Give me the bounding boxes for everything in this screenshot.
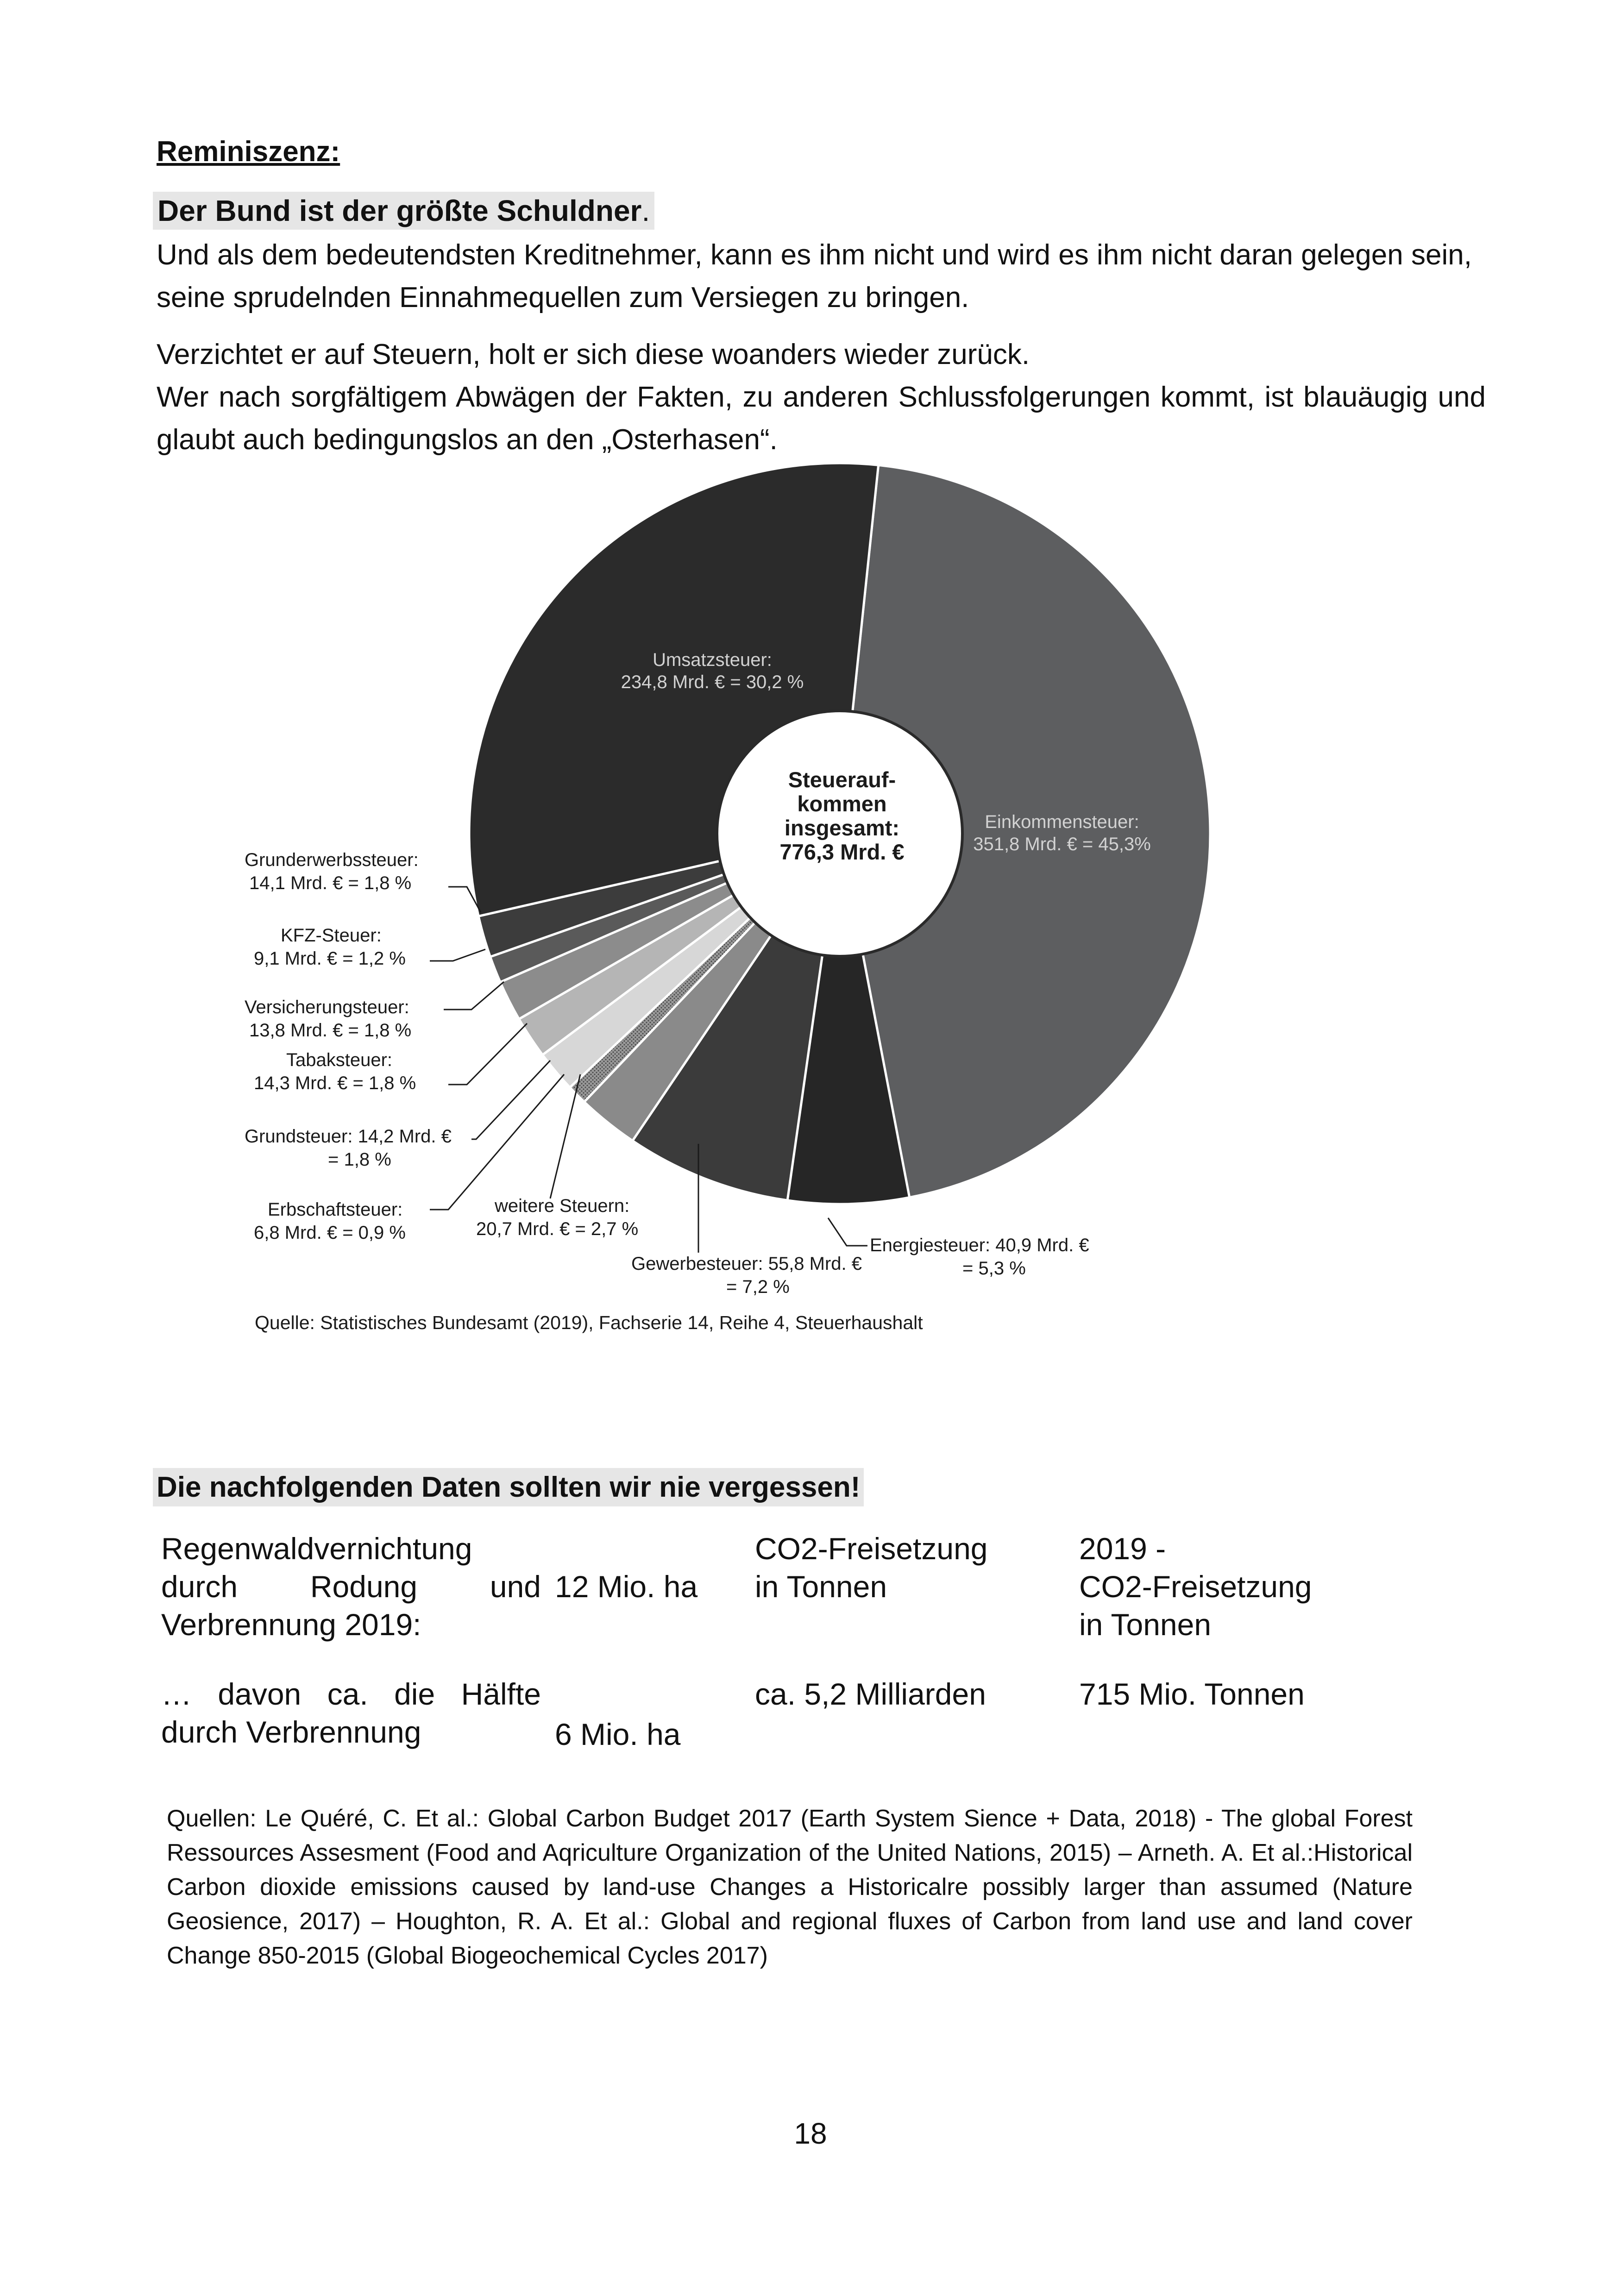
paragraph-2-line-1: Verzichtet er auf Steuern, holt er sich diese woanders wieder zurück.	[157, 339, 1030, 370]
year-header-line-3: in Tonnen	[1079, 1607, 1212, 1642]
subheading-period: .	[641, 194, 650, 227]
center-label-line-3: insgesamt:	[784, 816, 900, 840]
leader-energiesteuer	[828, 1218, 867, 1246]
subheading	[153, 192, 654, 230]
label-versicherungsteuer-2: 13,8 Mrd. € = 1,8 %	[249, 1020, 412, 1041]
row1-label-line-2: durch Rodung und	[161, 1569, 541, 1604]
label-umsatzsteuer-1: Umsatzsteuer:	[653, 650, 772, 670]
label-kfz-steuer-1: KFZ-Steuer:	[281, 925, 382, 946]
label-versicherungsteuer-1: Versicherungsteuer:	[245, 997, 409, 1017]
year-header	[1079, 1530, 1312, 1644]
year-value: 715 Mio. Tonnen	[1079, 1677, 1305, 1711]
co2-header	[755, 1530, 988, 1606]
center-label-line-2: kommen	[797, 791, 887, 816]
leader-grundsteuer	[471, 1060, 550, 1139]
co2-value: ca. 5,2 Milliarden	[755, 1677, 986, 1711]
sources-paragraph: Quellen: Le Quéré, C. Et al.: Global Carbon Budget 2017 (Earth System Sience + Data, 2018) - The global Forest Ressources Assesment (Food and Aqriculture Organization of the United Nations, 2015) – Arneth. A. Et al.:Historical Carbon dioxide emissions caused by land-use Changes a Historicalre possibly larger than assumed (Nature Geosience, 2017) – Houghton, R. A. Et al.: Global and regional fluxes of Carbon from land use and land cover Change 850-2015 (Global Biogeochemical Cycles 2017)	[167, 1805, 1413, 1969]
donut-chart-svg	[231, 458, 1229, 1338]
label-gewerbesteuer-2: = 7,2 %	[726, 1277, 790, 1297]
year-header-line-2: CO2-Freisetzung	[1079, 1569, 1312, 1604]
row1-label	[161, 1530, 541, 1644]
label-grunderwerbssteuer-1: Grunderwerbssteuer:	[245, 850, 419, 870]
co2-header-line-1: CO2-Freisetzung	[755, 1531, 988, 1566]
row2-area: 6 Mio. ha	[555, 1717, 681, 1751]
chart-source: Quelle: Statistisches Bundesamt (2019), Fachserie 14, Reihe 4, Steuerhaushalt	[255, 1312, 923, 1333]
label-grunderwerbssteuer-2: 14,1 Mrd. € = 1,8 %	[249, 873, 412, 893]
leader-kfz-steuer	[430, 949, 485, 961]
center-label-line-4: 776,3 Mrd. €	[779, 840, 905, 864]
tax-revenue-donut-chart	[231, 458, 1229, 1338]
subheading-text: Der Bund ist der größte Schuldner	[157, 194, 642, 227]
co2-header-line-2: in Tonnen	[755, 1569, 887, 1604]
label-weitere-steuern-2: 20,7 Mrd. € = 2,7 %	[476, 1219, 639, 1239]
label-grundsteuer-1: Grundsteuer: 14,2 Mrd. €	[245, 1126, 452, 1147]
paragraph-1: Und als dem bedeutendsten Kreditnehmer, kann es ihm nicht und wird es ihm nicht daran gelegen sein, seine sprudelnden Einnahmequellen zum Versiegen zu bringen.	[157, 239, 1472, 314]
label-erbschaftsteuer-1: Erbschaftsteuer:	[268, 1199, 403, 1220]
page-heading: Reminiszenz:	[157, 136, 340, 168]
row1-label-line-1: Regenwaldvernichtung	[161, 1531, 472, 1566]
center-label-line-1: Steuerauf-	[788, 767, 896, 792]
data-section-heading: Die nachfolgenden Daten sollten wir nie vergessen!	[153, 1468, 864, 1506]
paragraph-2-line-2: Wer nach sorgfältigem Abwägen der Fakten, zu anderen Schlussfolgerungen kommt, ist blauäugig und glaubt auch bedingungslos an den „Osterhasen“.	[157, 381, 1486, 456]
row2-label	[161, 1675, 541, 1751]
label-einkommensteuer-1: Einkommensteuer:	[985, 812, 1139, 832]
row1-label-line-3: Verbrennung 2019:	[161, 1607, 421, 1642]
leader-tabaksteuer	[448, 1023, 527, 1085]
label-grundsteuer-2: = 1,8 %	[328, 1149, 391, 1170]
row2-label-line-1: … davon ca. die Hälfte	[161, 1677, 541, 1711]
label-umsatzsteuer-2: 234,8 Mrd. € = 30,2 %	[621, 672, 804, 692]
leader-versicherungsteuer	[444, 982, 504, 1010]
label-kfz-steuer-2: 9,1 Mrd. € = 1,2 %	[254, 948, 406, 969]
page-number: 18	[794, 2117, 827, 2150]
label-energiesteuer-2: = 5,3 %	[962, 1258, 1026, 1279]
year-header-line-1: 2019 -	[1079, 1531, 1166, 1566]
row2-label-line-2: durch Verbrennung	[161, 1715, 421, 1749]
label-gewerbesteuer-1: Gewerbesteuer: 55,8 Mrd. €	[631, 1254, 862, 1274]
paragraph-2	[157, 333, 1486, 461]
label-weitere-steuern-1: weitere Steuern:	[495, 1196, 630, 1216]
label-tabaksteuer-2: 14,3 Mrd. € = 1,8 %	[254, 1073, 416, 1093]
leader-weitere-steuern	[550, 1074, 580, 1198]
label-tabaksteuer-1: Tabaksteuer:	[286, 1050, 393, 1070]
label-erbschaftsteuer-2: 6,8 Mrd. € = 0,9 %	[254, 1223, 406, 1243]
label-einkommensteuer-2: 351,8 Mrd. € = 45,3%	[973, 834, 1151, 854]
label-energiesteuer-1: Energiesteuer: 40,9 Mrd. €	[870, 1235, 1089, 1255]
row1-area: 12 Mio. ha	[555, 1569, 698, 1604]
